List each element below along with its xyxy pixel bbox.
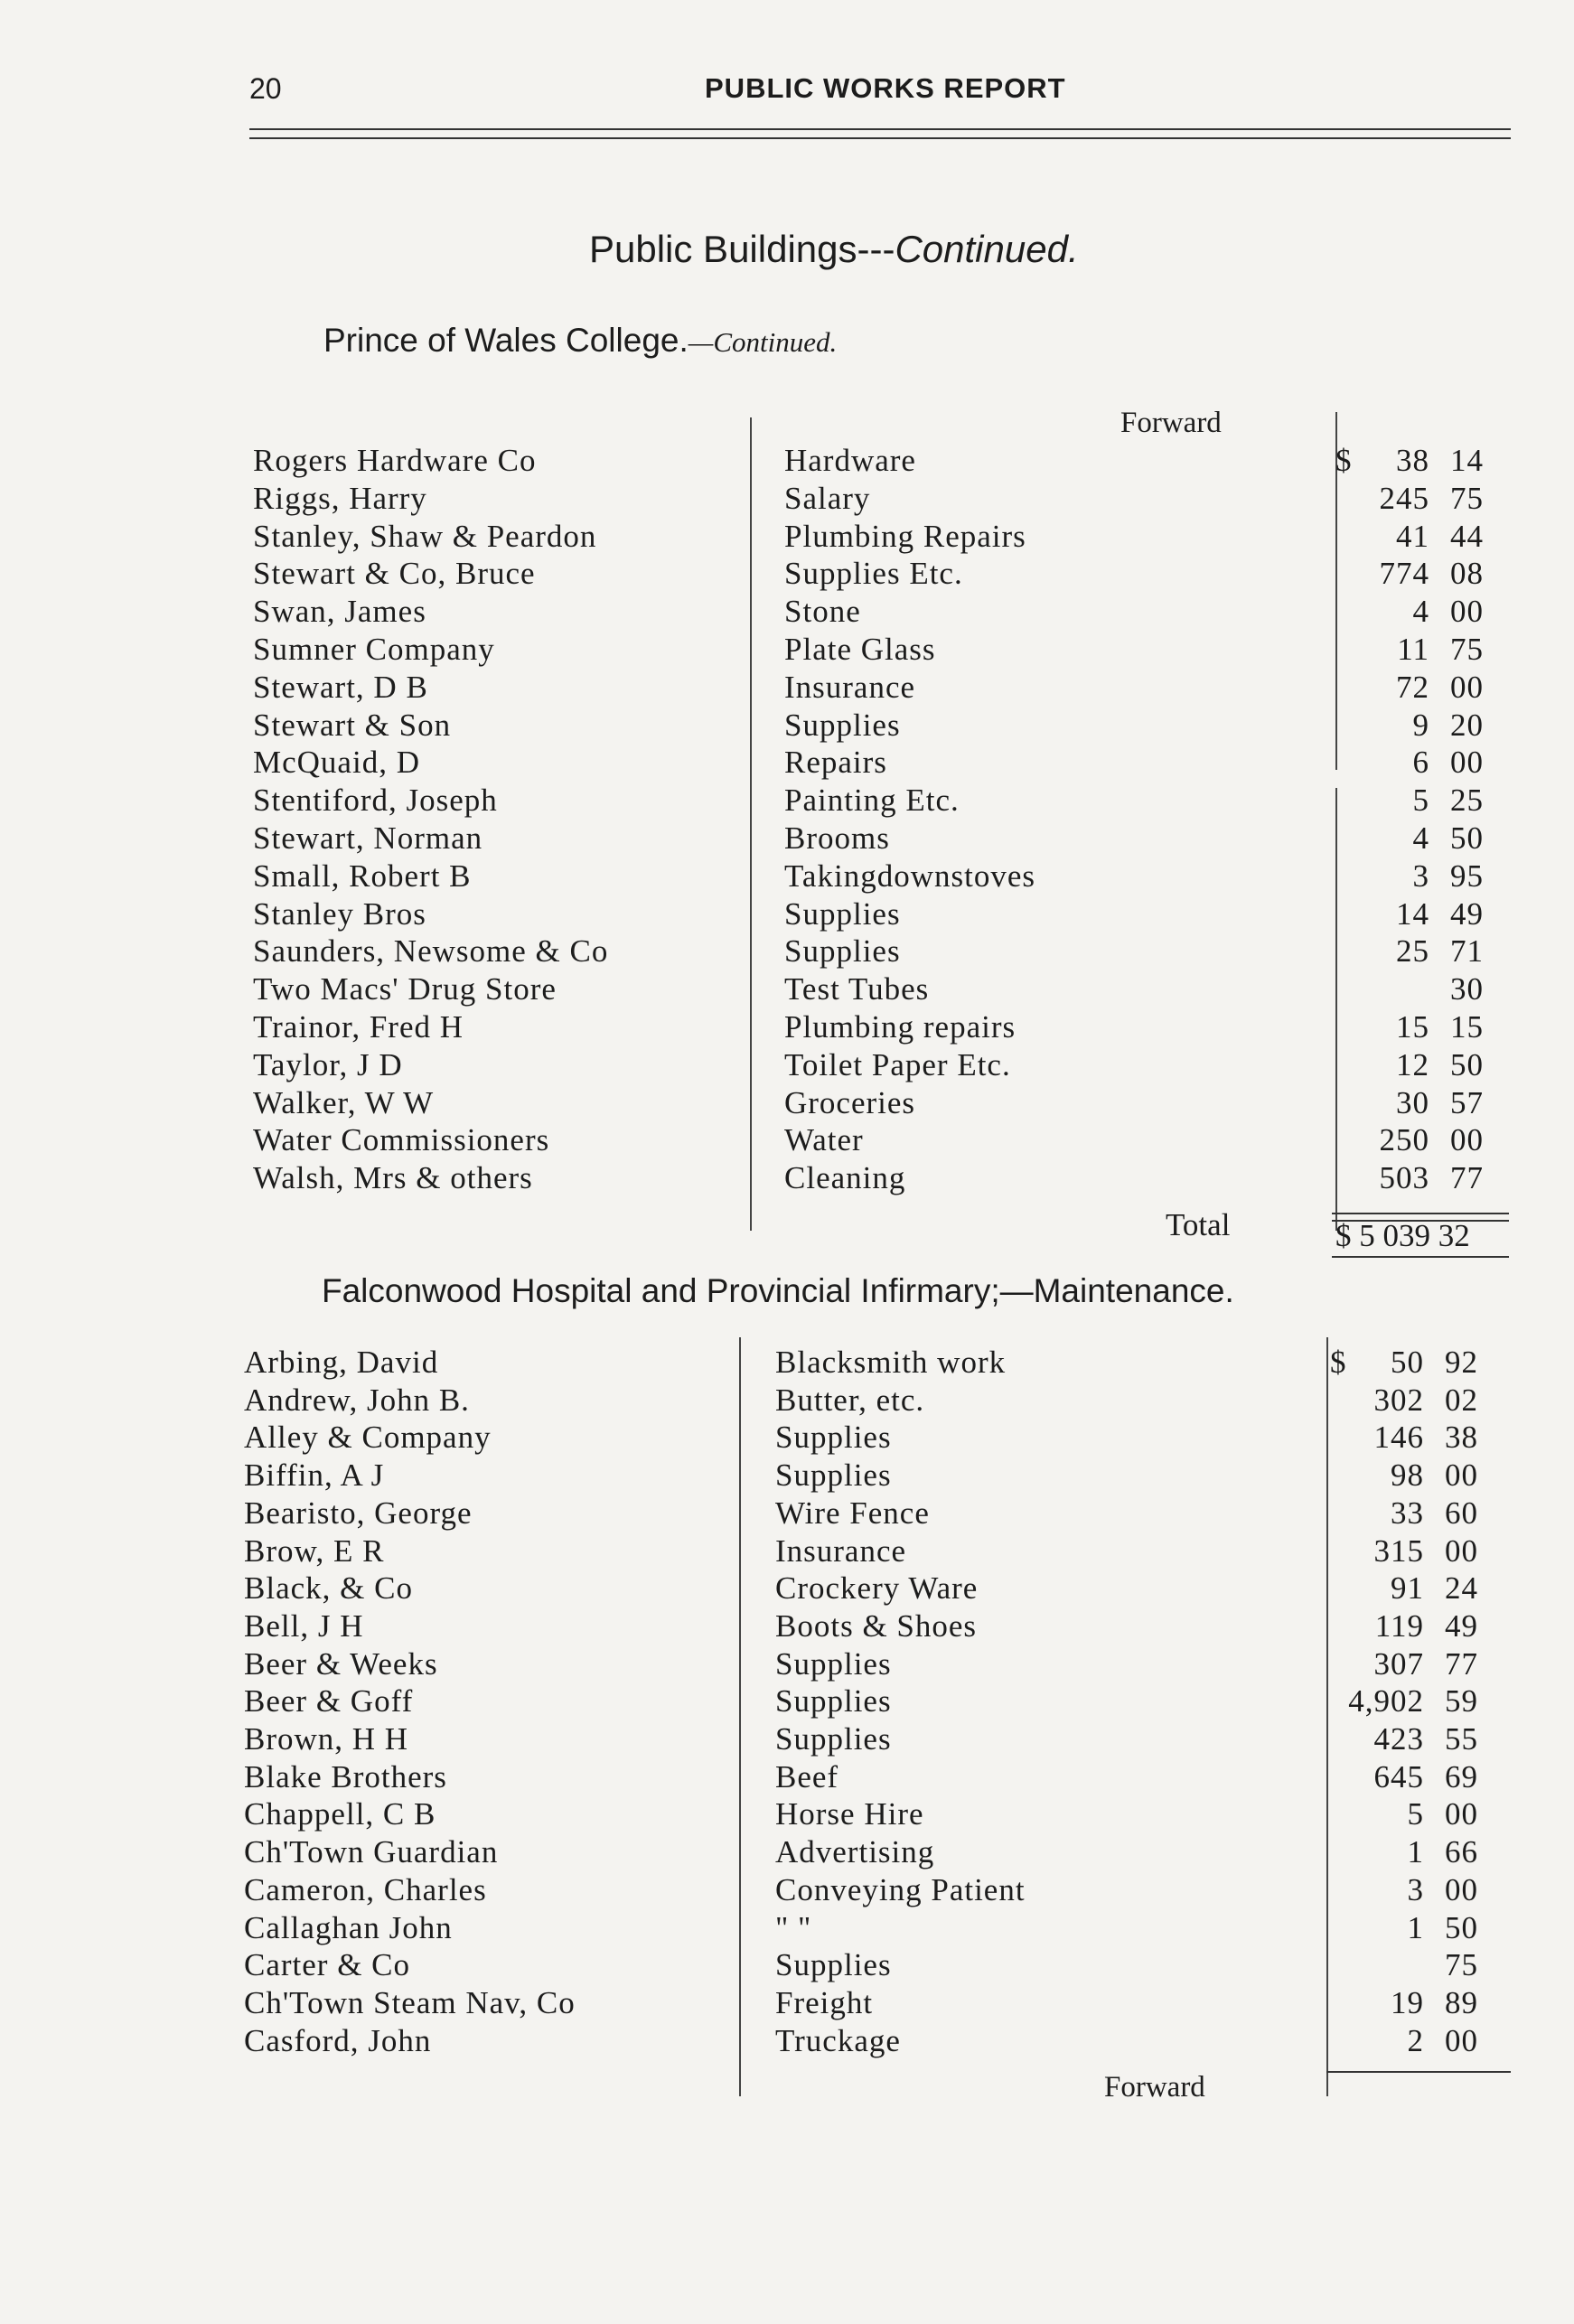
amount-cents: 89 bbox=[1445, 1984, 1478, 2020]
expense-item: Supplies bbox=[784, 933, 901, 970]
expense-item: Conveying Patient bbox=[775, 1871, 1026, 1907]
total-dollars: 5 039 bbox=[1359, 1218, 1430, 1253]
payee-name: Alley & Company bbox=[244, 1420, 492, 1456]
table-row bbox=[0, 1160, 1574, 1198]
amount-cents: 20 bbox=[1450, 707, 1484, 743]
expense-item: Plumbing Repairs bbox=[784, 518, 1026, 554]
payee-name: Ch'Town Steam Nav, Co bbox=[244, 1984, 576, 2020]
expense-item: Supplies bbox=[775, 1721, 892, 1757]
amount-dollars: 11 bbox=[1397, 632, 1429, 667]
amount-dollars: 4,902 bbox=[1348, 1683, 1424, 1720]
payee-name: Bearisto, George bbox=[244, 1495, 473, 1531]
table-row bbox=[0, 1796, 1574, 1834]
payee-name: Sumner Company bbox=[253, 632, 495, 667]
amount-cents: 50 bbox=[1450, 1046, 1484, 1082]
forward-rule bbox=[1326, 2071, 1511, 2073]
amount-dollars: 423 bbox=[1373, 1721, 1424, 1757]
payee-name: Beer & Weeks bbox=[244, 1645, 438, 1682]
amount-dollars: 6 bbox=[1412, 745, 1429, 781]
amount-dollars: 12 bbox=[1396, 1046, 1429, 1082]
payee-name: McQuaid, D bbox=[253, 745, 420, 781]
amount-cents: 49 bbox=[1445, 1607, 1478, 1644]
section-title bbox=[589, 228, 1079, 271]
payee-name: Blake Brothers bbox=[244, 1758, 447, 1795]
amount-cents: 00 bbox=[1445, 1532, 1478, 1569]
running-head: PUBLIC WORKS REPORT bbox=[705, 72, 1066, 104]
expense-item: Stone bbox=[784, 594, 861, 630]
payee-name: Stewart, Norman bbox=[253, 820, 483, 856]
subsection-title-college bbox=[323, 322, 837, 360]
amount-cents: 00 bbox=[1445, 1796, 1478, 1832]
amount-dollars: 38 bbox=[1396, 443, 1429, 478]
expense-item: Groceries bbox=[784, 1084, 916, 1120]
expense-item: Cleaning bbox=[784, 1160, 906, 1196]
table-row bbox=[0, 1872, 1574, 1910]
payee-name: Cameron, Charles bbox=[244, 1871, 487, 1907]
expense-item: Water bbox=[784, 1122, 864, 1158]
amount-dollars: 41 bbox=[1396, 518, 1429, 554]
header-rule-bottom bbox=[249, 137, 1511, 139]
subsection-title-falconwood: Falconwood Hospital and Provincial Infirmary;—Maintenance. bbox=[322, 1272, 1234, 1309]
amount-cents: 00 bbox=[1445, 2022, 1478, 2058]
table-row bbox=[0, 858, 1574, 896]
amount-cents: 15 bbox=[1450, 1009, 1484, 1045]
payee-name: Chappell, C B bbox=[244, 1796, 436, 1832]
table-row bbox=[0, 708, 1574, 745]
forward-label-bottom: Forward bbox=[1104, 2071, 1205, 2104]
table-row bbox=[0, 1009, 1574, 1047]
amount-dollars: 25 bbox=[1396, 933, 1429, 970]
expense-item: Advertising bbox=[775, 1834, 935, 1870]
payee-name: Walsh, Mrs & others bbox=[253, 1160, 533, 1196]
payee-name: Riggs, Harry bbox=[253, 480, 427, 516]
amount-dollars: 19 bbox=[1391, 1984, 1424, 2020]
expense-item: Salary bbox=[784, 480, 871, 516]
amount-dollars: 302 bbox=[1373, 1382, 1424, 1418]
payee-name: Biffin, A J bbox=[244, 1457, 385, 1494]
table-row bbox=[0, 519, 1574, 557]
amount-cents: 00 bbox=[1445, 1457, 1478, 1494]
expense-item: Supplies bbox=[775, 1457, 892, 1494]
expense-item: Supplies bbox=[775, 1645, 892, 1682]
payee-name: Stewart & Son bbox=[253, 707, 452, 743]
subsection-title-text: Prince of Wales College. bbox=[323, 322, 689, 359]
table-row bbox=[0, 1495, 1574, 1533]
page-number: 20 bbox=[249, 72, 282, 105]
expense-item: Takingdownstoves bbox=[784, 857, 1035, 894]
amount-dollars: 50 bbox=[1391, 1345, 1424, 1380]
table-row bbox=[0, 1570, 1574, 1608]
payee-name: Brown, H H bbox=[244, 1721, 409, 1757]
table-row bbox=[0, 1457, 1574, 1495]
payee-name: Ch'Town Guardian bbox=[244, 1834, 499, 1870]
payee-name: Trainor, Fred H bbox=[253, 1009, 464, 1045]
amount-cents: 77 bbox=[1450, 1160, 1484, 1196]
amount-cents: 24 bbox=[1445, 1570, 1478, 1607]
amount-dollars: 15 bbox=[1396, 1009, 1429, 1045]
payee-name: Small, Robert B bbox=[253, 857, 472, 894]
header-rule-top bbox=[249, 128, 1511, 130]
expense-item: Plumbing repairs bbox=[784, 1009, 1017, 1045]
payee-name: Casford, John bbox=[244, 2022, 432, 2058]
amount-cents: 00 bbox=[1450, 745, 1484, 781]
table-row bbox=[0, 1085, 1574, 1123]
payee-name: Andrew, John B. bbox=[244, 1382, 470, 1418]
amount-cents: 02 bbox=[1445, 1382, 1478, 1418]
table-row bbox=[0, 1345, 1574, 1382]
amount-cents: 75 bbox=[1450, 632, 1484, 667]
payee-name: Walker, W W bbox=[253, 1084, 435, 1120]
expense-item: Painting Etc. bbox=[784, 782, 960, 819]
amount-dollars: 315 bbox=[1373, 1532, 1424, 1569]
payee-name: Stewart, D B bbox=[253, 669, 428, 705]
expense-item: Supplies bbox=[775, 1683, 892, 1720]
amount-cents: 00 bbox=[1450, 669, 1484, 705]
expense-item: Butter, etc. bbox=[775, 1382, 925, 1418]
table-row bbox=[0, 933, 1574, 971]
total-label: Total bbox=[1166, 1207, 1231, 1242]
expense-item: Crockery Ware bbox=[775, 1570, 979, 1607]
payee-name: Stentiford, Joseph bbox=[253, 782, 498, 819]
table-row bbox=[0, 1721, 1574, 1759]
table-row bbox=[0, 1533, 1574, 1571]
table-row bbox=[0, 745, 1574, 782]
amount-dollars: 3 bbox=[1407, 1871, 1424, 1907]
table-row bbox=[0, 1985, 1574, 2023]
amount-cents: 75 bbox=[1445, 1947, 1478, 1983]
amount-cents: 00 bbox=[1445, 1871, 1478, 1907]
expense-item: Boots & Shoes bbox=[775, 1607, 978, 1644]
table-row bbox=[0, 1047, 1574, 1085]
subsection-title-continued: —Continued. bbox=[688, 326, 838, 358]
table-row bbox=[0, 820, 1574, 858]
amount-cents: 92 bbox=[1445, 1345, 1478, 1380]
expense-item: Wire Fence bbox=[775, 1495, 930, 1531]
amount-dollars: 307 bbox=[1373, 1645, 1424, 1682]
amount-dollars: 645 bbox=[1373, 1758, 1424, 1795]
amount-cents: 55 bbox=[1445, 1721, 1478, 1757]
table-row bbox=[0, 1834, 1574, 1872]
table-row bbox=[0, 1608, 1574, 1646]
payee-name: Stanley Bros bbox=[253, 895, 426, 932]
payee-name: Arbing, David bbox=[244, 1345, 439, 1380]
table-row bbox=[0, 2023, 1574, 2061]
amount-dollars: 5 bbox=[1407, 1796, 1424, 1832]
amount-cents: 66 bbox=[1445, 1834, 1478, 1870]
payee-name: Saunders, Newsome & Co bbox=[253, 933, 609, 970]
amount-dollars: 14 bbox=[1396, 895, 1429, 932]
amount-dollars: 72 bbox=[1396, 669, 1429, 705]
table-row bbox=[0, 443, 1574, 481]
table-row bbox=[0, 1759, 1574, 1797]
amount-dollars: 119 bbox=[1374, 1607, 1424, 1644]
table-row bbox=[0, 1947, 1574, 1985]
total-rule-1 bbox=[1332, 1213, 1509, 1214]
table-row bbox=[0, 632, 1574, 670]
amount-cents: 57 bbox=[1450, 1084, 1484, 1120]
payee-name: Black, & Co bbox=[244, 1570, 413, 1607]
amount-cents: 25 bbox=[1450, 782, 1484, 819]
amount-dollars: 1 bbox=[1407, 1909, 1424, 1945]
amount-cents: 44 bbox=[1450, 518, 1484, 554]
amount-cents: 50 bbox=[1445, 1909, 1478, 1945]
amount-cents: 50 bbox=[1450, 820, 1484, 856]
amount-dollars: 98 bbox=[1391, 1457, 1424, 1494]
expense-item: Brooms bbox=[784, 820, 890, 856]
amount-cents: 14 bbox=[1450, 443, 1484, 478]
total-currency: $ bbox=[1335, 1218, 1352, 1253]
payee-name: Brow, E R bbox=[244, 1532, 385, 1569]
expense-item: Repairs bbox=[784, 745, 887, 781]
table-row bbox=[0, 896, 1574, 934]
amount-cents: 00 bbox=[1450, 594, 1484, 630]
amount-cents: 75 bbox=[1450, 480, 1484, 516]
amount-dollars: 5 bbox=[1412, 782, 1429, 819]
amount-dollars: 1 bbox=[1407, 1834, 1424, 1870]
amount-cents: 60 bbox=[1445, 1495, 1478, 1531]
payee-name: Swan, James bbox=[253, 594, 426, 630]
table-row bbox=[0, 670, 1574, 708]
expense-item: Beef bbox=[775, 1758, 839, 1795]
amount-cents: 71 bbox=[1450, 933, 1484, 970]
table-row bbox=[0, 1382, 1574, 1420]
expense-item: Supplies bbox=[775, 1420, 892, 1456]
payee-name: Carter & Co bbox=[244, 1947, 411, 1983]
expense-item: Supplies bbox=[784, 895, 901, 932]
table-row bbox=[0, 556, 1574, 594]
amount-dollars: 774 bbox=[1379, 556, 1429, 592]
amount-dollars: 2 bbox=[1407, 2022, 1424, 2058]
amount-cents: 69 bbox=[1445, 1758, 1478, 1795]
table-row bbox=[0, 971, 1574, 1009]
currency-sign: $ bbox=[1330, 1345, 1347, 1380]
amount-dollars: 9 bbox=[1412, 707, 1429, 743]
currency-sign: $ bbox=[1335, 443, 1353, 478]
amount-dollars: 146 bbox=[1373, 1420, 1424, 1456]
expense-item: Horse Hire bbox=[775, 1796, 924, 1832]
table-row bbox=[0, 1122, 1574, 1160]
section-title-continued: Continued. bbox=[895, 228, 1079, 270]
amount-dollars: 503 bbox=[1379, 1160, 1429, 1196]
expense-item: Hardware bbox=[784, 443, 916, 478]
total-underline bbox=[1332, 1256, 1509, 1258]
payee-name: Bell, J H bbox=[244, 1607, 364, 1644]
amount-cents: 77 bbox=[1445, 1645, 1478, 1682]
payee-name: Taylor, J D bbox=[253, 1046, 403, 1082]
expense-item: Plate Glass bbox=[784, 632, 936, 667]
expense-item: Freight bbox=[775, 1984, 874, 2020]
amount-cents: 08 bbox=[1450, 556, 1484, 592]
section-title-main: Public Buildings--- bbox=[589, 228, 895, 270]
amount-cents: 95 bbox=[1450, 857, 1484, 894]
table-row bbox=[0, 1683, 1574, 1721]
expense-item: Truckage bbox=[775, 2022, 901, 2058]
amount-dollars: 3 bbox=[1412, 857, 1429, 894]
amount-cents: 59 bbox=[1445, 1683, 1478, 1720]
expense-item: Blacksmith work bbox=[775, 1345, 1007, 1380]
payee-name: Stanley, Shaw & Peardon bbox=[253, 518, 597, 554]
amount-cents: 38 bbox=[1445, 1420, 1478, 1456]
amount-dollars: 33 bbox=[1391, 1495, 1424, 1531]
amount-dollars: 250 bbox=[1379, 1122, 1429, 1158]
amount-cents: 30 bbox=[1450, 971, 1484, 1007]
table-row bbox=[0, 782, 1574, 820]
expense-item: Insurance bbox=[784, 669, 916, 705]
total-cents: 32 bbox=[1438, 1218, 1470, 1253]
amount-dollars: 30 bbox=[1396, 1084, 1429, 1120]
expense-item: Supplies bbox=[775, 1947, 892, 1983]
expense-item: " " bbox=[775, 1909, 812, 1945]
amount-cents: 49 bbox=[1450, 895, 1484, 932]
expense-item: Supplies bbox=[784, 707, 901, 743]
total-amount bbox=[1335, 1218, 1470, 1254]
table-row bbox=[0, 481, 1574, 519]
table-row bbox=[0, 1420, 1574, 1457]
payee-name: Two Macs' Drug Store bbox=[253, 971, 557, 1007]
amount-cents: 00 bbox=[1450, 1122, 1484, 1158]
payee-name: Stewart & Co, Bruce bbox=[253, 556, 536, 592]
amount-dollars: 4 bbox=[1412, 594, 1429, 630]
table-row bbox=[0, 1910, 1574, 1948]
expense-item: Supplies Etc. bbox=[784, 556, 963, 592]
expense-item: Toilet Paper Etc. bbox=[784, 1046, 1011, 1082]
table-row bbox=[0, 594, 1574, 632]
payee-name: Water Commissioners bbox=[253, 1122, 550, 1158]
payee-name: Callaghan John bbox=[244, 1909, 453, 1945]
amount-dollars: 245 bbox=[1379, 480, 1429, 516]
payee-name: Beer & Goff bbox=[244, 1683, 414, 1720]
amount-dollars: 91 bbox=[1391, 1570, 1424, 1607]
expense-item: Insurance bbox=[775, 1532, 907, 1569]
expense-item: Test Tubes bbox=[784, 971, 930, 1007]
table-row bbox=[0, 1646, 1574, 1684]
payee-name: Rogers Hardware Co bbox=[253, 443, 537, 478]
forward-label-top: Forward bbox=[1120, 407, 1222, 439]
amount-dollars: 4 bbox=[1412, 820, 1429, 856]
